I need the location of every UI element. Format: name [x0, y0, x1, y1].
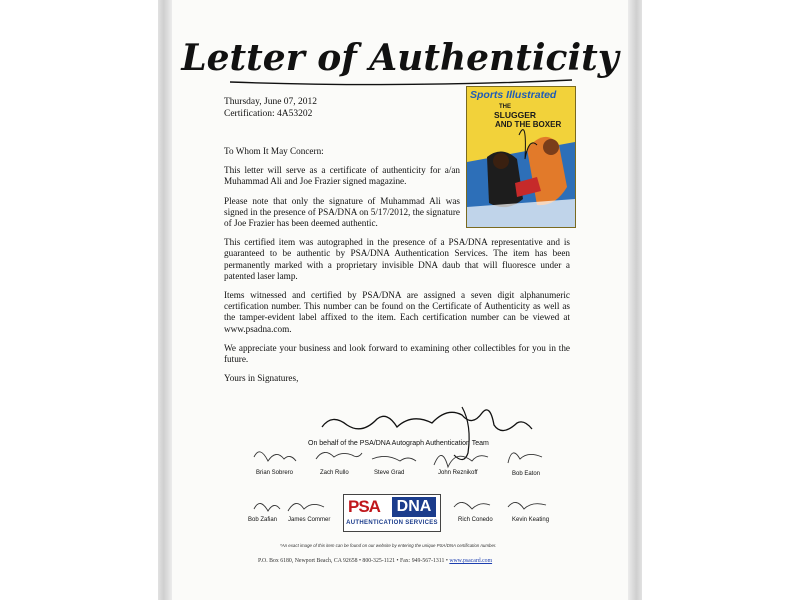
- body-paragraph: This letter will serve as a certificate of authenticity for a/an Muhammad Ali and Joe Frazier signed magazine.: [224, 165, 460, 187]
- team-member-name: Rich Conedo: [458, 517, 493, 523]
- body-paragraph: This certified item was autographed in the presence of a PSA/DNA representative and is guaranteed to be authentic by PSA/DNA Authentication Services. The item has been permanently marked with a proprietary invisible DNA daub that will fluoresce under a patented laser lamp.: [224, 237, 570, 281]
- logo-subtitle: AUTHENTICATION SERVICES: [346, 520, 438, 526]
- logo-dna-text: DNA: [392, 497, 436, 517]
- footer-website-link[interactable]: www.psacard.com: [449, 558, 493, 564]
- fine-print: *An exact image of this item can be found on our website by entering the unique PSA/DNA certification number.: [280, 543, 497, 548]
- team-member-name: Bob Zafian: [248, 517, 278, 523]
- letter-title-svg: [172, 22, 628, 92]
- footer-address: [258, 558, 492, 564]
- body-paragraph: Please note that only the signature of Muhammad Ali was signed in the presence of PSA/DNA on 5/17/2012, the signature of Joe Frazier has been deemed authentic.: [224, 195, 460, 229]
- cover-headline-bottom: AND THE BOXER: [495, 120, 562, 129]
- letter-sheet: [172, 0, 628, 600]
- team-member-name: Zach Rullo: [320, 470, 349, 476]
- magazine-masthead: Sports Illustrated: [470, 89, 557, 101]
- letter-meta: [224, 96, 317, 120]
- on-behalf-line: On behalf of the PSA/DNA Autograph Authentication Team: [308, 440, 489, 447]
- letter-body: [224, 146, 570, 392]
- sleeve-left-edge: [158, 0, 172, 600]
- salutation: To Whom It May Concern:: [224, 146, 324, 156]
- certification-number: Certification: 4A53202: [224, 109, 313, 119]
- letter-date: Thursday, June 07, 2012: [224, 97, 318, 107]
- logo-psa-text: PSA: [348, 497, 380, 516]
- team-member-name: Steve Grad: [374, 470, 405, 476]
- sleeve-right-edge: [628, 0, 642, 600]
- signatures-graphic: [172, 405, 628, 555]
- letter-title-container: [172, 22, 628, 92]
- psa-dna-logo: [343, 494, 441, 532]
- letter-title: Letter of Authenticity: [181, 37, 619, 79]
- cover-headline-main: SLUGGER: [493, 110, 537, 120]
- team-member-name: Brian Sobrero: [256, 470, 294, 476]
- team-member-name: Bob Eaton: [512, 471, 541, 477]
- body-paragraph: Items witnessed and certified by PSA/DNA are assigned a seven digit alphanumeric certification number. This number can be found on the Certificate of Authenticity as well as the tamper-evident label affixed to the item. Each certification number can be viewed at www.psadna.com.: [224, 290, 570, 334]
- cover-headline-top: THE: [499, 104, 511, 110]
- team-member-name: James Commer: [288, 517, 331, 523]
- team-member-name: Kevin Keating: [512, 517, 550, 523]
- closing: Yours in Signatures,: [224, 373, 299, 384]
- footer-address-text: P.O. Box 6180, Newport Beach, CA 92658 • 800-325-1121 • Fax: 949-567-1311 •: [258, 558, 450, 564]
- team-member-name: John Reznikoff: [438, 470, 478, 476]
- body-paragraph: We appreciate your business and look forward to examining other collectibles for you in the future.: [224, 342, 570, 365]
